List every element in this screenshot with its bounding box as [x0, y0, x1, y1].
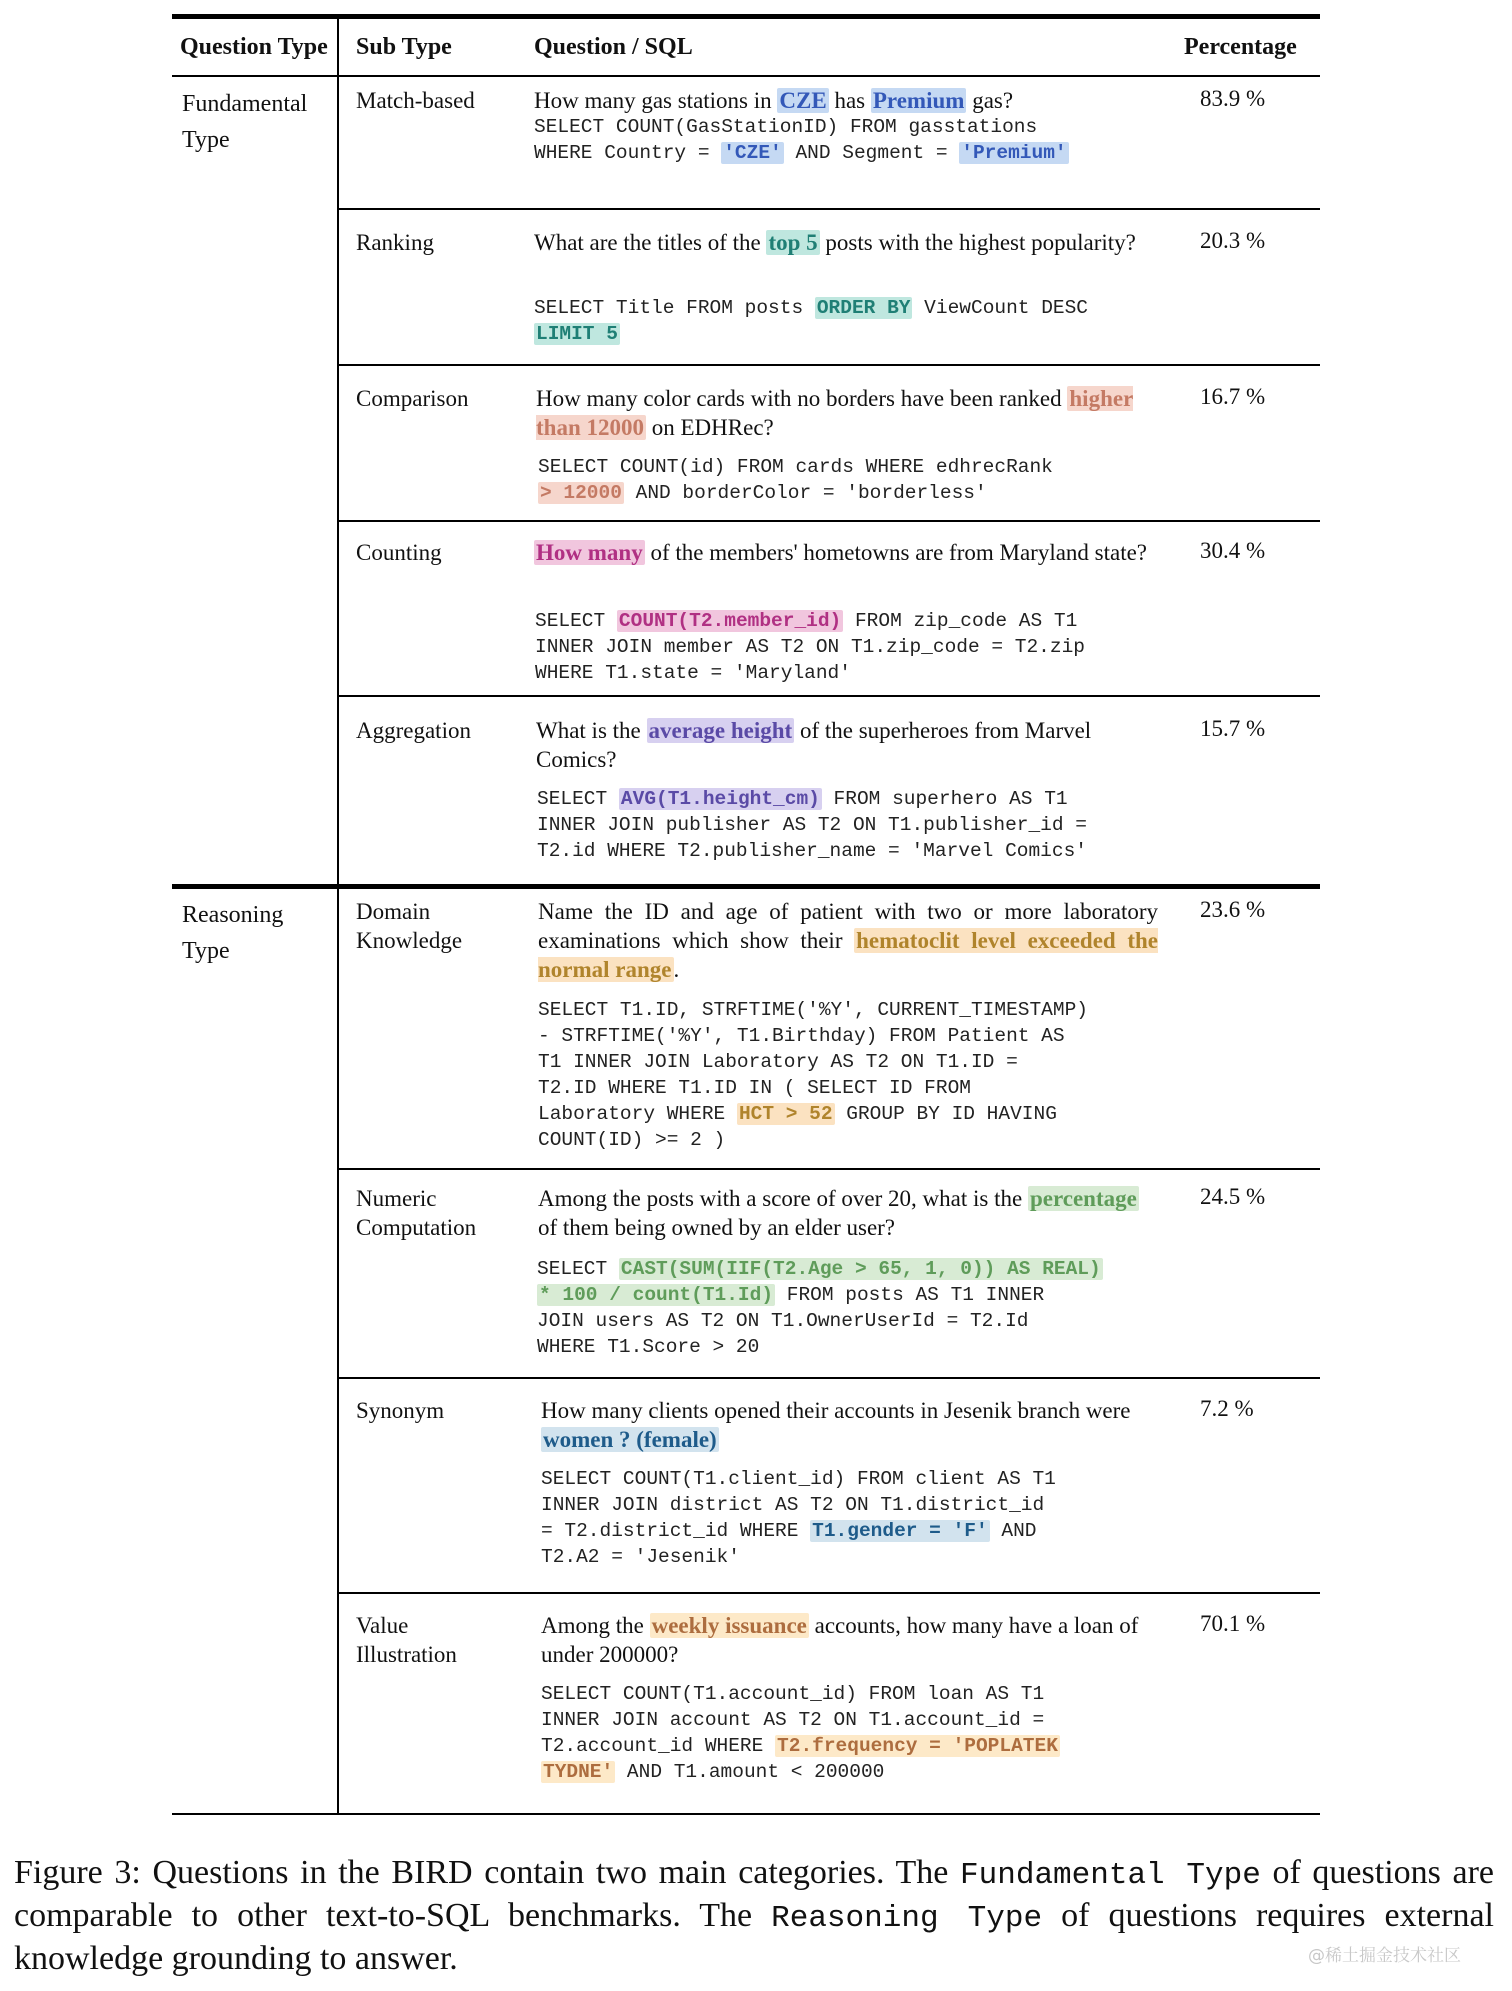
sql-highlight: ORDER BY — [816, 297, 911, 319]
category-fundamental-line2: Type — [182, 127, 230, 153]
question-text: How many gas stations in CZE has Premium gas? — [534, 88, 1014, 113]
row-divider — [337, 1168, 1320, 1170]
sql-line: Laboratory WHERE HCT > 52 GROUP BY ID HAVING — [538, 1103, 1057, 1125]
sub-type-label — [356, 716, 471, 745]
category-fundamental-line1: Fundamental — [182, 91, 308, 117]
header-question-type: Question Type — [180, 34, 328, 60]
question-types-table — [172, 14, 1320, 1815]
caption-fundamental-type: Fundamental Type — [960, 1858, 1261, 1893]
question-highlight: higher than 12000 — [536, 386, 1134, 440]
header-rule — [172, 75, 1320, 77]
caption-text-3: of questions requires external knowledge grounding to answer. — [14, 1897, 1494, 1977]
sql-line: INNER JOIN publisher AS T2 ON T1.publisher_id = — [537, 814, 1087, 836]
sql-code — [541, 1681, 1060, 1785]
percentage-value: 7.2 % — [1200, 1396, 1254, 1421]
sub-type-label — [356, 1611, 457, 1669]
watermark: @稀土掘金技术社区 — [1308, 1946, 1461, 1966]
question-text: How many of the members' hometowns are from Maryland state? — [536, 540, 1148, 565]
sql-line: INNER JOIN account AS T2 ON T1.account_id = — [541, 1709, 1045, 1731]
sql-line: SELECT COUNT(T2.member_id) FROM zip_code AS T1 — [535, 610, 1078, 632]
sub-type-label — [356, 228, 434, 257]
sql-line: T2.id WHERE T2.publisher_name = 'Marvel Comics' — [537, 840, 1087, 862]
sql-line: = T2.district_id WHERE T1.gender = 'F' AND — [541, 1520, 1037, 1542]
sub-type-line: Ranking — [356, 230, 434, 255]
question-text: Among the weekly issuance accounts, how many have a loan of under 200000? — [541, 1613, 1139, 1667]
sub-type-line: Computation — [356, 1215, 477, 1240]
sub-type-label — [356, 86, 475, 115]
sql-line: WHERE Country = 'CZE' AND Segment = 'Premium' — [534, 142, 1067, 164]
percentage-value: 16.7 % — [1200, 384, 1266, 409]
question-highlight: How many — [536, 540, 643, 565]
sql-code — [538, 997, 1088, 1153]
question-highlight: average height — [648, 718, 793, 743]
sql-highlight: 'Premium' — [961, 142, 1067, 164]
sql-line — [534, 321, 1088, 347]
sql-line: WHERE T1.state = 'Maryland' — [535, 662, 851, 684]
sub-type-line: Knowledge — [356, 928, 463, 953]
sql-line: T2.ID WHERE T1.ID IN ( SELECT ID FROM — [538, 1077, 971, 1099]
question-text: What are the titles of the top 5 posts with the highest popularity? — [534, 230, 1136, 255]
row-divider — [337, 520, 1320, 522]
sql-highlight: LIMIT 5 — [536, 323, 618, 345]
sub-type-label — [356, 538, 442, 567]
percentage-value: 15.7 % — [1200, 716, 1266, 741]
percentage-value: 24.5 % — [1200, 1184, 1266, 1209]
sql-line: TYDNE' AND T1.amount < 200000 — [543, 1761, 885, 1783]
sub-type-label — [356, 897, 462, 955]
sql-line: SELECT COUNT(T1.client_id) FROM client AS T1 — [541, 1468, 1056, 1490]
sub-type-line: Comparison — [356, 386, 469, 411]
sql-line: WHERE T1.Score > 20 — [537, 1336, 760, 1358]
sql-line: * 100 / count(T1.Id) FROM posts AS T1 INNER — [539, 1284, 1045, 1306]
question-highlight: women ? (female) — [543, 1427, 717, 1452]
sub-type-label — [356, 1396, 444, 1425]
question-highlight: weekly issuance — [651, 1613, 807, 1638]
row-divider — [337, 364, 1320, 366]
sub-type-line: Synonym — [356, 1398, 445, 1423]
sub-type-line: Illustration — [356, 1642, 457, 1667]
sub-type-label — [356, 384, 468, 413]
column-divider — [337, 14, 339, 1815]
sub-type-line: Aggregation — [356, 718, 471, 743]
sql-highlight: HCT > 52 — [738, 1103, 833, 1125]
sql-code — [537, 1256, 1103, 1360]
question-highlight: hematoclit level exceeded the normal range — [538, 928, 1158, 982]
sql-highlight: * 100 / count(T1.Id) — [539, 1284, 774, 1306]
header-sub-type: Sub Type — [356, 34, 452, 60]
caption-reasoning-type: Reasoning Type — [771, 1901, 1043, 1936]
question-text: How many clients opened their accounts in Jesenik branch were women ? (female) — [541, 1398, 1131, 1452]
sub-type-label — [356, 1184, 476, 1242]
sql-code — [534, 114, 1069, 166]
sql-line: SELECT COUNT(id) FROM cards WHERE edhrecRank — [538, 456, 1053, 478]
category-reasoning — [182, 897, 283, 969]
sql-highlight: TYDNE' — [543, 1761, 614, 1783]
row-divider — [337, 1592, 1320, 1594]
sql-code — [538, 454, 1053, 506]
question-text: Among the posts with a score of over 20, what is the percentage of them being owned by an elder user? — [538, 1186, 1137, 1240]
percentage-value: 23.6 % — [1200, 897, 1266, 922]
sql-line: SELECT COUNT(GasStationID) FROM gasstations — [534, 116, 1038, 138]
percentage-value: 70.1 % — [1200, 1611, 1266, 1636]
sql-line: COUNT(ID) >= 2 ) — [538, 1129, 726, 1151]
sql-line: T2.account_id WHERE T2.frequency = 'POPLATEK — [541, 1735, 1058, 1757]
question-highlight: CZE — [779, 88, 827, 113]
section-rule — [172, 884, 1320, 889]
sql-code — [534, 295, 1088, 347]
sub-type-line: Value — [356, 1613, 409, 1638]
question-text: What is the average height of the superheroes from Marvel Comics? — [536, 718, 1092, 772]
sql-highlight: 'CZE' — [723, 142, 782, 164]
question-text: Name the ID and age of patient with two or more laboratory examinations which show their hematoclit level exceeded the normal range. — [538, 899, 1158, 982]
sql-line: INNER JOIN member AS T2 ON T1.zip_code = T2.zip — [535, 636, 1085, 658]
percentage-value: 20.3 % — [1200, 228, 1266, 253]
sql-line: SELECT T1.ID, STRFTIME('%Y', CURRENT_TIMESTAMP) — [538, 999, 1088, 1021]
sql-line: - STRFTIME('%Y', T1.Birthday) FROM Patient AS — [538, 1025, 1065, 1047]
category-reasoning-line1: Reasoning — [182, 902, 284, 928]
sql-highlight: T1.gender = 'F' — [812, 1520, 988, 1542]
sql-highlight: AVG(T1.height_cm) — [620, 788, 820, 810]
figure-caption — [14, 1853, 1494, 1979]
percentage-value: 83.9 % — [1200, 86, 1266, 111]
sql-line: T2.A2 = 'Jesenik' — [541, 1546, 740, 1568]
sql-line: T1 INNER JOIN Laboratory AS T2 ON T1.ID = — [538, 1051, 1018, 1073]
question-highlight: percentage — [1029, 1186, 1137, 1211]
sub-type-line: Counting — [356, 540, 442, 565]
row-divider — [337, 695, 1320, 697]
caption-text-2: of questions are comparable to other text-to-SQL benchmarks. The — [14, 1854, 1495, 1934]
sql-highlight: > 12000 — [540, 482, 622, 504]
sql-line: > 12000 AND borderColor = 'borderless' — [540, 482, 987, 504]
header-percentage: Percentage — [1184, 34, 1297, 60]
category-fundamental — [182, 86, 307, 158]
caption-text-1: Figure 3: Questions in the BIRD contain two main categories. The — [14, 1854, 961, 1891]
table-top-rule — [172, 14, 1320, 19]
question-highlight: Premium — [872, 88, 965, 113]
sql-line: JOIN users AS T2 ON T1.OwnerUserId = T2.Id — [537, 1310, 1029, 1332]
sql-highlight: COUNT(T2.member_id) — [618, 610, 842, 632]
sql-line: INNER JOIN district AS T2 ON T1.district_id — [541, 1494, 1045, 1516]
sql-line: SELECT AVG(T1.height_cm) FROM superhero AS T1 — [537, 788, 1068, 810]
sql-highlight: T2.frequency = 'POPLATEK — [777, 1735, 1058, 1757]
row-divider — [337, 1377, 1320, 1379]
question-highlight: top 5 — [768, 230, 818, 255]
row-divider — [337, 208, 1320, 210]
question-text: How many color cards with no borders have been ranked higher than 12000 on EDHRec? — [536, 386, 1134, 440]
sql-code — [541, 1466, 1056, 1570]
sql-line: SELECT Title FROM posts ORDER BY ViewCount DESC — [534, 297, 1089, 319]
sql-line: SELECT CAST(SUM(IIF(T2.Age > 65, 1, 0)) AS REAL) — [537, 1258, 1101, 1280]
sql-line: SELECT COUNT(T1.account_id) FROM loan AS T1 — [541, 1683, 1045, 1705]
sql-code — [535, 608, 1085, 686]
percentage-value: 30.4 % — [1200, 538, 1266, 563]
table-bottom-rule — [172, 1813, 1320, 1815]
sub-type-line: Match-based — [356, 88, 475, 113]
sub-type-line: Numeric — [356, 1186, 437, 1211]
sql-code — [537, 786, 1087, 864]
header-question-sql: Question / SQL — [534, 34, 693, 60]
sql-highlight: CAST(SUM(IIF(T2.Age > 65, 1, 0)) AS REAL) — [620, 1258, 1101, 1280]
category-reasoning-line2: Type — [182, 938, 230, 964]
sub-type-line: Domain — [356, 899, 431, 924]
